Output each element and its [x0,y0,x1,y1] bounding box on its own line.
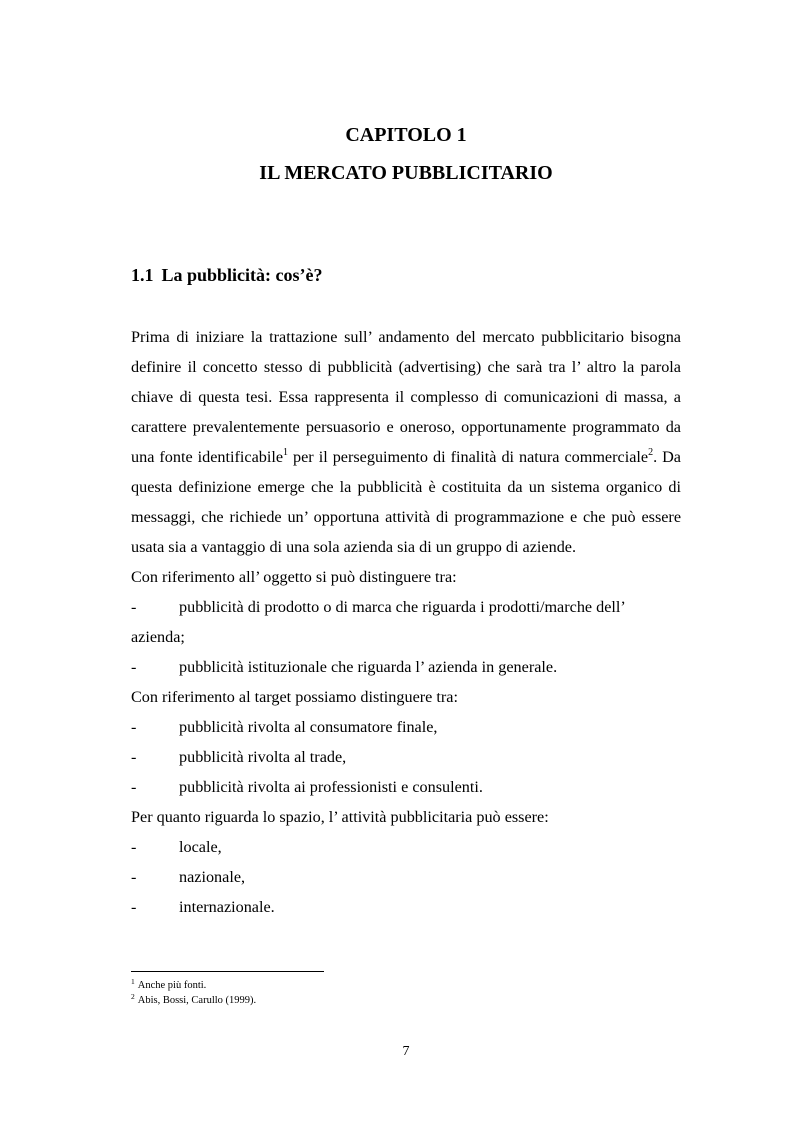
list-item-text: pubblicità istituzionale che riguarda l’ azienda in generale. [179,658,558,676]
list-item-text: pubblicità rivolta ai professionisti e consulenti. [179,778,483,796]
list-item [131,592,681,622]
list-item [131,832,681,862]
list-dash: - [131,718,137,736]
list-dash: - [131,658,137,676]
list-item-text: locale, [179,838,222,856]
intro-text-3: . Da questa definizione emerge che la pubblicità è costituita da un sistema organico di messaggi, che richiede un’ opportuna attività di programmazione e che può essere usata sia a vantaggio di una sola azienda sia di un gruppo di aziende. [131,448,681,556]
section-heading [131,264,323,286]
list-item [131,712,681,742]
footnote-ref-2[interactable]: 2 [648,447,654,458]
intro-paragraph [131,322,681,562]
list-item [131,742,681,772]
object-list-intro: Con riferimento all’ oggetto si può distinguere tra: [131,568,457,586]
list-item-text: pubblicità rivolta al consumatore finale, [179,718,438,736]
body-text [131,322,681,922]
list-item-text: nazionale, [179,868,246,886]
target-list-intro: Con riferimento al target possiamo distinguere tra: [131,688,458,706]
list-dash: - [131,898,137,916]
intro-text-1: Prima di iniziare la trattazione sull’ andamento del mercato pubblicitario bisogna definire il concetto stesso di pubblicità (advertising) che sarà tra l’ altro la parola chiave di questa tesi. Essa rappresenta il complesso di comunicazioni di massa, a carattere prevalentemente persuasorio e oneroso, opportunamente programmato da una fonte identificabile [131,328,681,466]
footnote-mark: 1 [131,977,135,986]
list-dash: - [131,598,137,616]
list-item-text: pubblicità di prodotto o di marca che riguarda i prodotti/marche dell’ [179,598,626,616]
chapter-title: IL MERCATO PUBBLICITARIO [259,162,553,184]
list-item [131,652,681,682]
footnote-ref-1[interactable]: 1 [283,447,289,458]
list-item-text: pubblicità rivolta al trade, [179,748,347,766]
footnote-2 [131,993,256,1008]
list-item [131,772,681,802]
space-list-intro: Per quanto riguarda lo spazio, l’ attività pubblicitaria può essere: [131,808,549,826]
footnote-text: Abis, Bossi, Carullo (1999). [137,995,257,1006]
intro-text-2: per il perseguimento di finalità di natura commerciale [288,448,649,466]
footnote-divider [131,971,324,972]
footnote-mark: 2 [131,992,135,1001]
section-number: 1.1 [131,265,154,285]
footnote-text: Anche più fonti. [137,980,207,991]
list-item [131,862,681,892]
page-number: 7 [402,1044,410,1059]
list-dash: - [131,748,137,766]
section-title: La pubblicità: cos’è? [161,265,323,285]
list-item [131,892,681,922]
list-item-text: internazionale. [179,898,275,916]
list-dash: - [131,868,137,886]
list-dash: - [131,838,137,856]
footnote-1 [131,978,256,993]
footnotes [131,978,256,1008]
list-item-continuation: azienda; [131,628,185,646]
chapter-heading [0,116,794,192]
list-dash: - [131,778,137,796]
chapter-label: CAPITOLO 1 [345,124,467,146]
